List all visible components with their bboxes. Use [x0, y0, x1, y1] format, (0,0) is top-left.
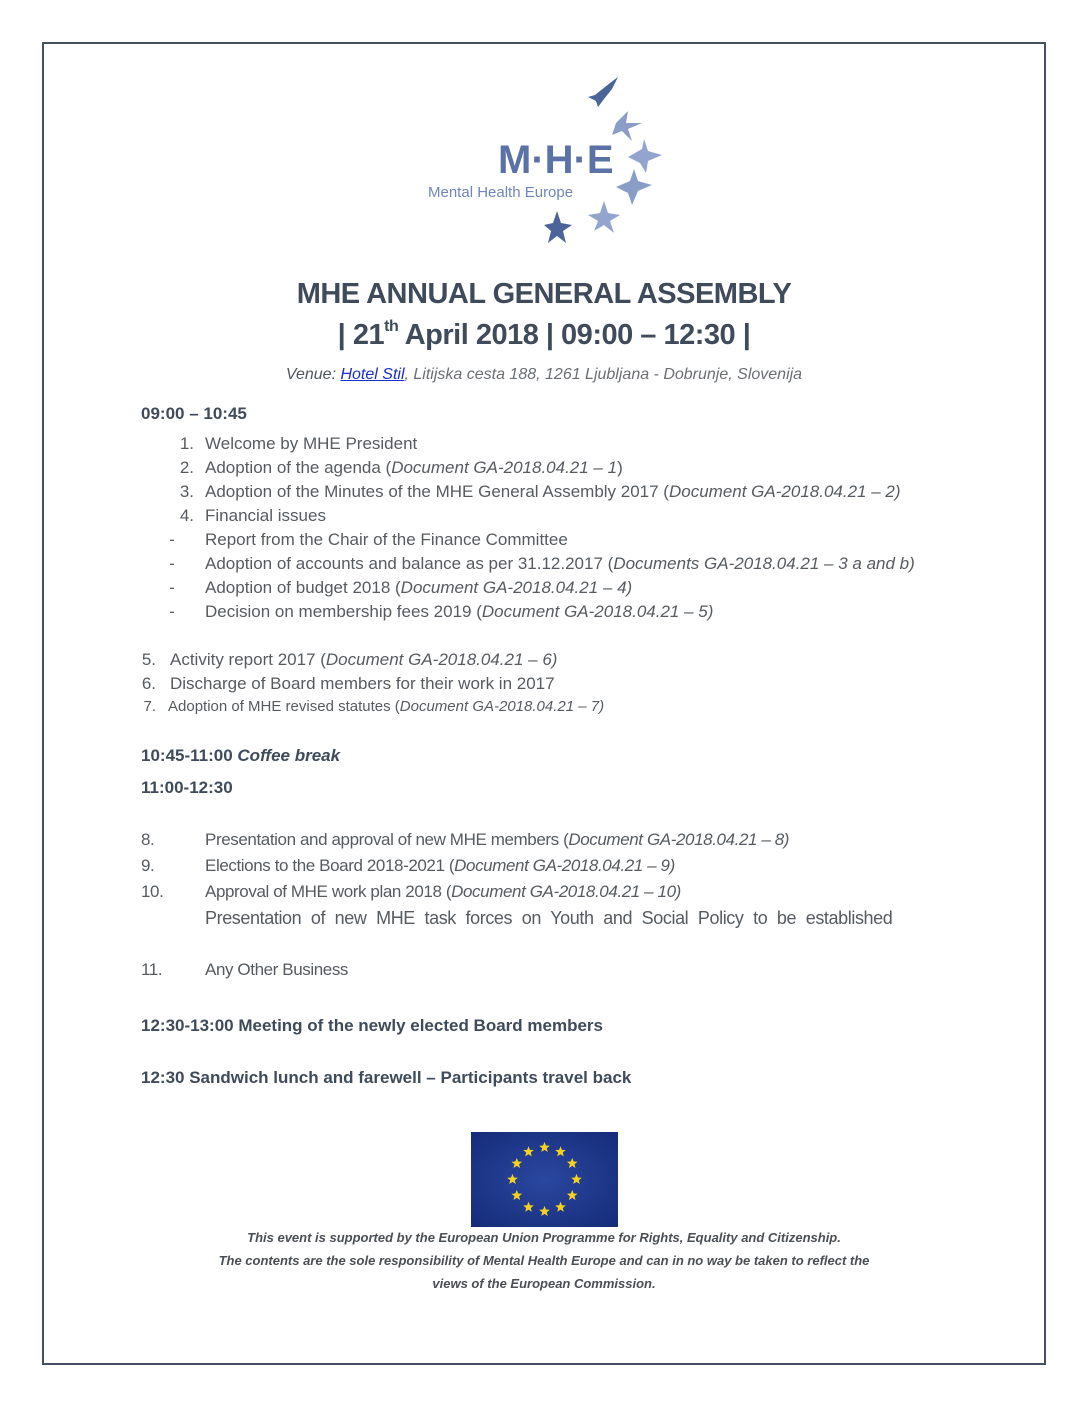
venue-line [0, 366, 1088, 384]
agenda-item-text [168, 698, 604, 715]
agenda-item-title: Financial issues [205, 506, 326, 525]
agenda-item-text [205, 908, 892, 929]
agenda-item-title: Adoption of the agenda ( [205, 458, 392, 477]
agenda-item-text [205, 434, 417, 454]
eu-flag-icon [471, 1132, 618, 1227]
footer-line-3: views of the European Commission. [432, 1276, 656, 1291]
agenda-item-number: 2. [179, 458, 194, 477]
document-reference: Document GA-2018.04.21 – 8) [568, 830, 790, 849]
agenda-item-text [205, 960, 348, 980]
session-heading: 12:30 Sandwich lunch and farewell – Participants travel back [141, 1068, 632, 1087]
agenda-item-number: 8. [141, 830, 155, 849]
mhe-bird-stars-logo-icon [420, 65, 680, 245]
event-date-time [0, 318, 1088, 352]
agenda-item-text [205, 882, 681, 902]
agenda-item-number: - [169, 554, 175, 573]
agenda-item-number: 10. [141, 882, 164, 901]
agenda-item-title: Approval of MHE work plan 2018 ( [205, 882, 452, 901]
agenda-item-title: Elections to the Board 2018-2021 ( [205, 856, 455, 875]
agenda-item-number: 6. [141, 674, 156, 693]
agenda-item-number: - [169, 530, 175, 549]
star-bird-icon [628, 139, 662, 173]
session-heading: 09:00 – 10:45 [141, 404, 247, 423]
agenda-item-text [205, 856, 675, 876]
logo-acronym: M·H·E [498, 138, 614, 182]
agenda-item-number: 11. [141, 960, 163, 979]
agenda-item-text [205, 530, 568, 550]
document-reference: Document GA-2018.04.21 – 10) [451, 882, 681, 901]
star-icon [588, 201, 620, 233]
agenda-item-title: Welcome by MHE President [205, 434, 418, 453]
agenda-item-text [205, 458, 623, 478]
agenda-item-number: 5. [141, 650, 156, 669]
document-reference: Document GA-2018.04.21 – 7) [399, 698, 605, 715]
venue-link[interactable]: Hotel Stil [340, 366, 405, 383]
agenda-item-title: Adoption of budget 2018 ( [205, 578, 401, 597]
document-reference: Documents GA-2018.04.21 – 3 a and b) [613, 554, 915, 573]
agenda-item-title: Report from the Chair of the Finance Committee [205, 530, 568, 549]
venue-address: , Litijska cesta 188, 1261 Ljubljana - Dobrunje, Slovenija [404, 366, 803, 383]
logo-name: Mental Health Europe [428, 184, 574, 201]
document-reference: Document GA-2018.04.21 – 9) [454, 856, 675, 875]
document-reference: Document GA-2018.04.21 – 4) [400, 578, 633, 597]
star-bird-icon [612, 111, 642, 141]
coffee-label: Coffee break [237, 746, 341, 765]
date-sup: th [384, 318, 399, 335]
document-reference: Document GA-2018.04.21 – 1 [391, 458, 618, 477]
session-heading [141, 746, 340, 766]
agenda-item-text [205, 506, 326, 526]
mhe-logo [0, 0, 1088, 260]
agenda-item-text [170, 650, 557, 670]
agenda-item-title: Activity report 2017 ( [170, 650, 326, 669]
agenda-item-text [170, 674, 555, 694]
agenda-item-number: 4. [179, 506, 194, 525]
star-icon [544, 211, 572, 243]
agenda-item-title: Adoption of accounts and balance as per 31.12.2017 ( [205, 554, 614, 573]
date-suffix: April 2018 | 09:00 – 12:30 | [398, 319, 751, 351]
document-reference: Document GA-2018.04.21 – 2) [668, 482, 901, 501]
agenda-item-title: Any Other Business [205, 960, 349, 979]
agenda-item-title: Adoption of the Minutes of the MHE General Assembly 2017 ( [205, 482, 669, 501]
star-icon [616, 169, 652, 205]
footer-line-2: The contents are the sole responsibility of Mental Health Europe and can in no way be taken to reflect the [218, 1253, 870, 1268]
document-reference: Document GA-2018.04.21 – 6) [325, 650, 558, 669]
agenda-item-title: Decision on membership fees 2019 ( [205, 602, 482, 621]
agenda-item-number: - [169, 602, 175, 621]
agenda-item-text [205, 602, 713, 622]
agenda-item-title: Discharge of Board members for their work in 2017 [170, 674, 555, 693]
agenda-item-title: Adoption of MHE revised statutes ( [168, 698, 400, 715]
date-prefix: | 21 [337, 319, 385, 351]
venue-label: Venue: [285, 366, 341, 383]
document-reference: Document GA-2018.04.21 – 5) [481, 602, 714, 621]
page-title: MHE ANNUAL GENERAL ASSEMBLY [296, 278, 792, 310]
agenda-item-text [205, 482, 901, 502]
session-heading: 12:30-13:00 Meeting of the newly elected Board members [141, 1016, 603, 1035]
agenda-item-number: - [169, 578, 175, 597]
agenda-item-number: 1. [179, 434, 194, 453]
agenda-item-title: Presentation and approval of new MHE members ( [205, 830, 569, 849]
agenda-item-text [205, 578, 632, 598]
agenda-item-text [205, 830, 789, 850]
coffee-time: 10:45-11:00 [141, 746, 238, 765]
agenda-item-number: 9. [141, 856, 155, 875]
bird-icon [588, 77, 618, 107]
closing-paren: ) [617, 458, 623, 477]
agenda-item-text [205, 554, 915, 574]
agenda-item-number: 3. [179, 482, 194, 501]
session-heading: 11:00-12:30 [141, 778, 233, 797]
agenda-item-number: 7. [143, 698, 156, 715]
footer-line-1: This event is supported by the European Union Programme for Rights, Equality and Citizenship. [247, 1230, 841, 1245]
agenda-item-title: Presentation of new MHE task forces on Youth and Social Policy to be established [205, 908, 893, 928]
